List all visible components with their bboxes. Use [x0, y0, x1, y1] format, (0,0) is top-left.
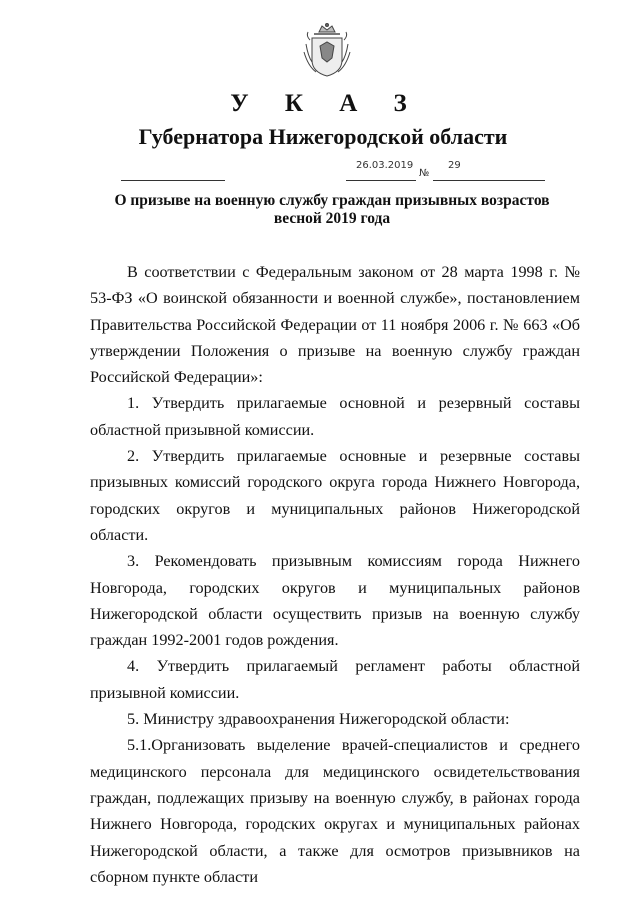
heading-line-1: О призыве на военную службу граждан призывных возрастов	[114, 192, 550, 209]
clause-5-1: 5.1.Организовать выделение врачей-специалистов и среднего медицинского персонала для медицинского освидетельствования граждан, подлежащих призыву на военную службу, в районах города Нижнего Новгорода, городских округах и муниципальных районах Нижегородской области, а также для осмотров призывников на сборном пункте области	[90, 736, 580, 886]
document-body	[90, 259, 580, 890]
date-underline-left	[121, 168, 225, 181]
coat-of-arms-icon	[302, 22, 352, 80]
heading-line-2: весной 2019 года	[273, 210, 391, 227]
document-type-title: У К А З	[230, 90, 422, 117]
clause-4: 4. Утвердить прилагаемый регламент работы областной призывной комиссии.	[90, 657, 580, 702]
clause-5: 5. Министру здравоохранения Нижегородской области:	[127, 710, 510, 729]
clause-2: 2. Утвердить прилагаемые основные и резервные составы призывных комиссий городского округа города Нижнего Новгорода, городских округов и муниципальных районов Нижегородской области.	[90, 447, 580, 544]
document-heading	[0, 192, 640, 228]
document-date: 26.03.2019	[356, 160, 414, 171]
document-number: 29	[448, 160, 461, 171]
number-sign: №	[419, 168, 430, 179]
clause-3: 3. Рекомендовать призывным комиссиям города Нижнего Новгорода, городских округов и муниципальных районов Нижегородской области осуществить призыв на военную службу граждан 1992-2001 годов рождения.	[90, 552, 580, 650]
preamble-paragraph: В соответствии с Федеральным законом от 28 марта 1998 г. № 53-ФЗ «О воинской обязанности и военной службе», постановлением Правительства Российской Федерации от 11 ноября 2006 г. № 663 «Об утверждении Положения о призыве на военную службу граждан Российской Федерации»:	[90, 263, 580, 387]
issuer-subtitle: Губернатора Нижегородской области	[138, 124, 508, 149]
clause-1: 1. Утвердить прилагаемые основной и резервный составы областной призывной комиссии.	[90, 394, 580, 439]
